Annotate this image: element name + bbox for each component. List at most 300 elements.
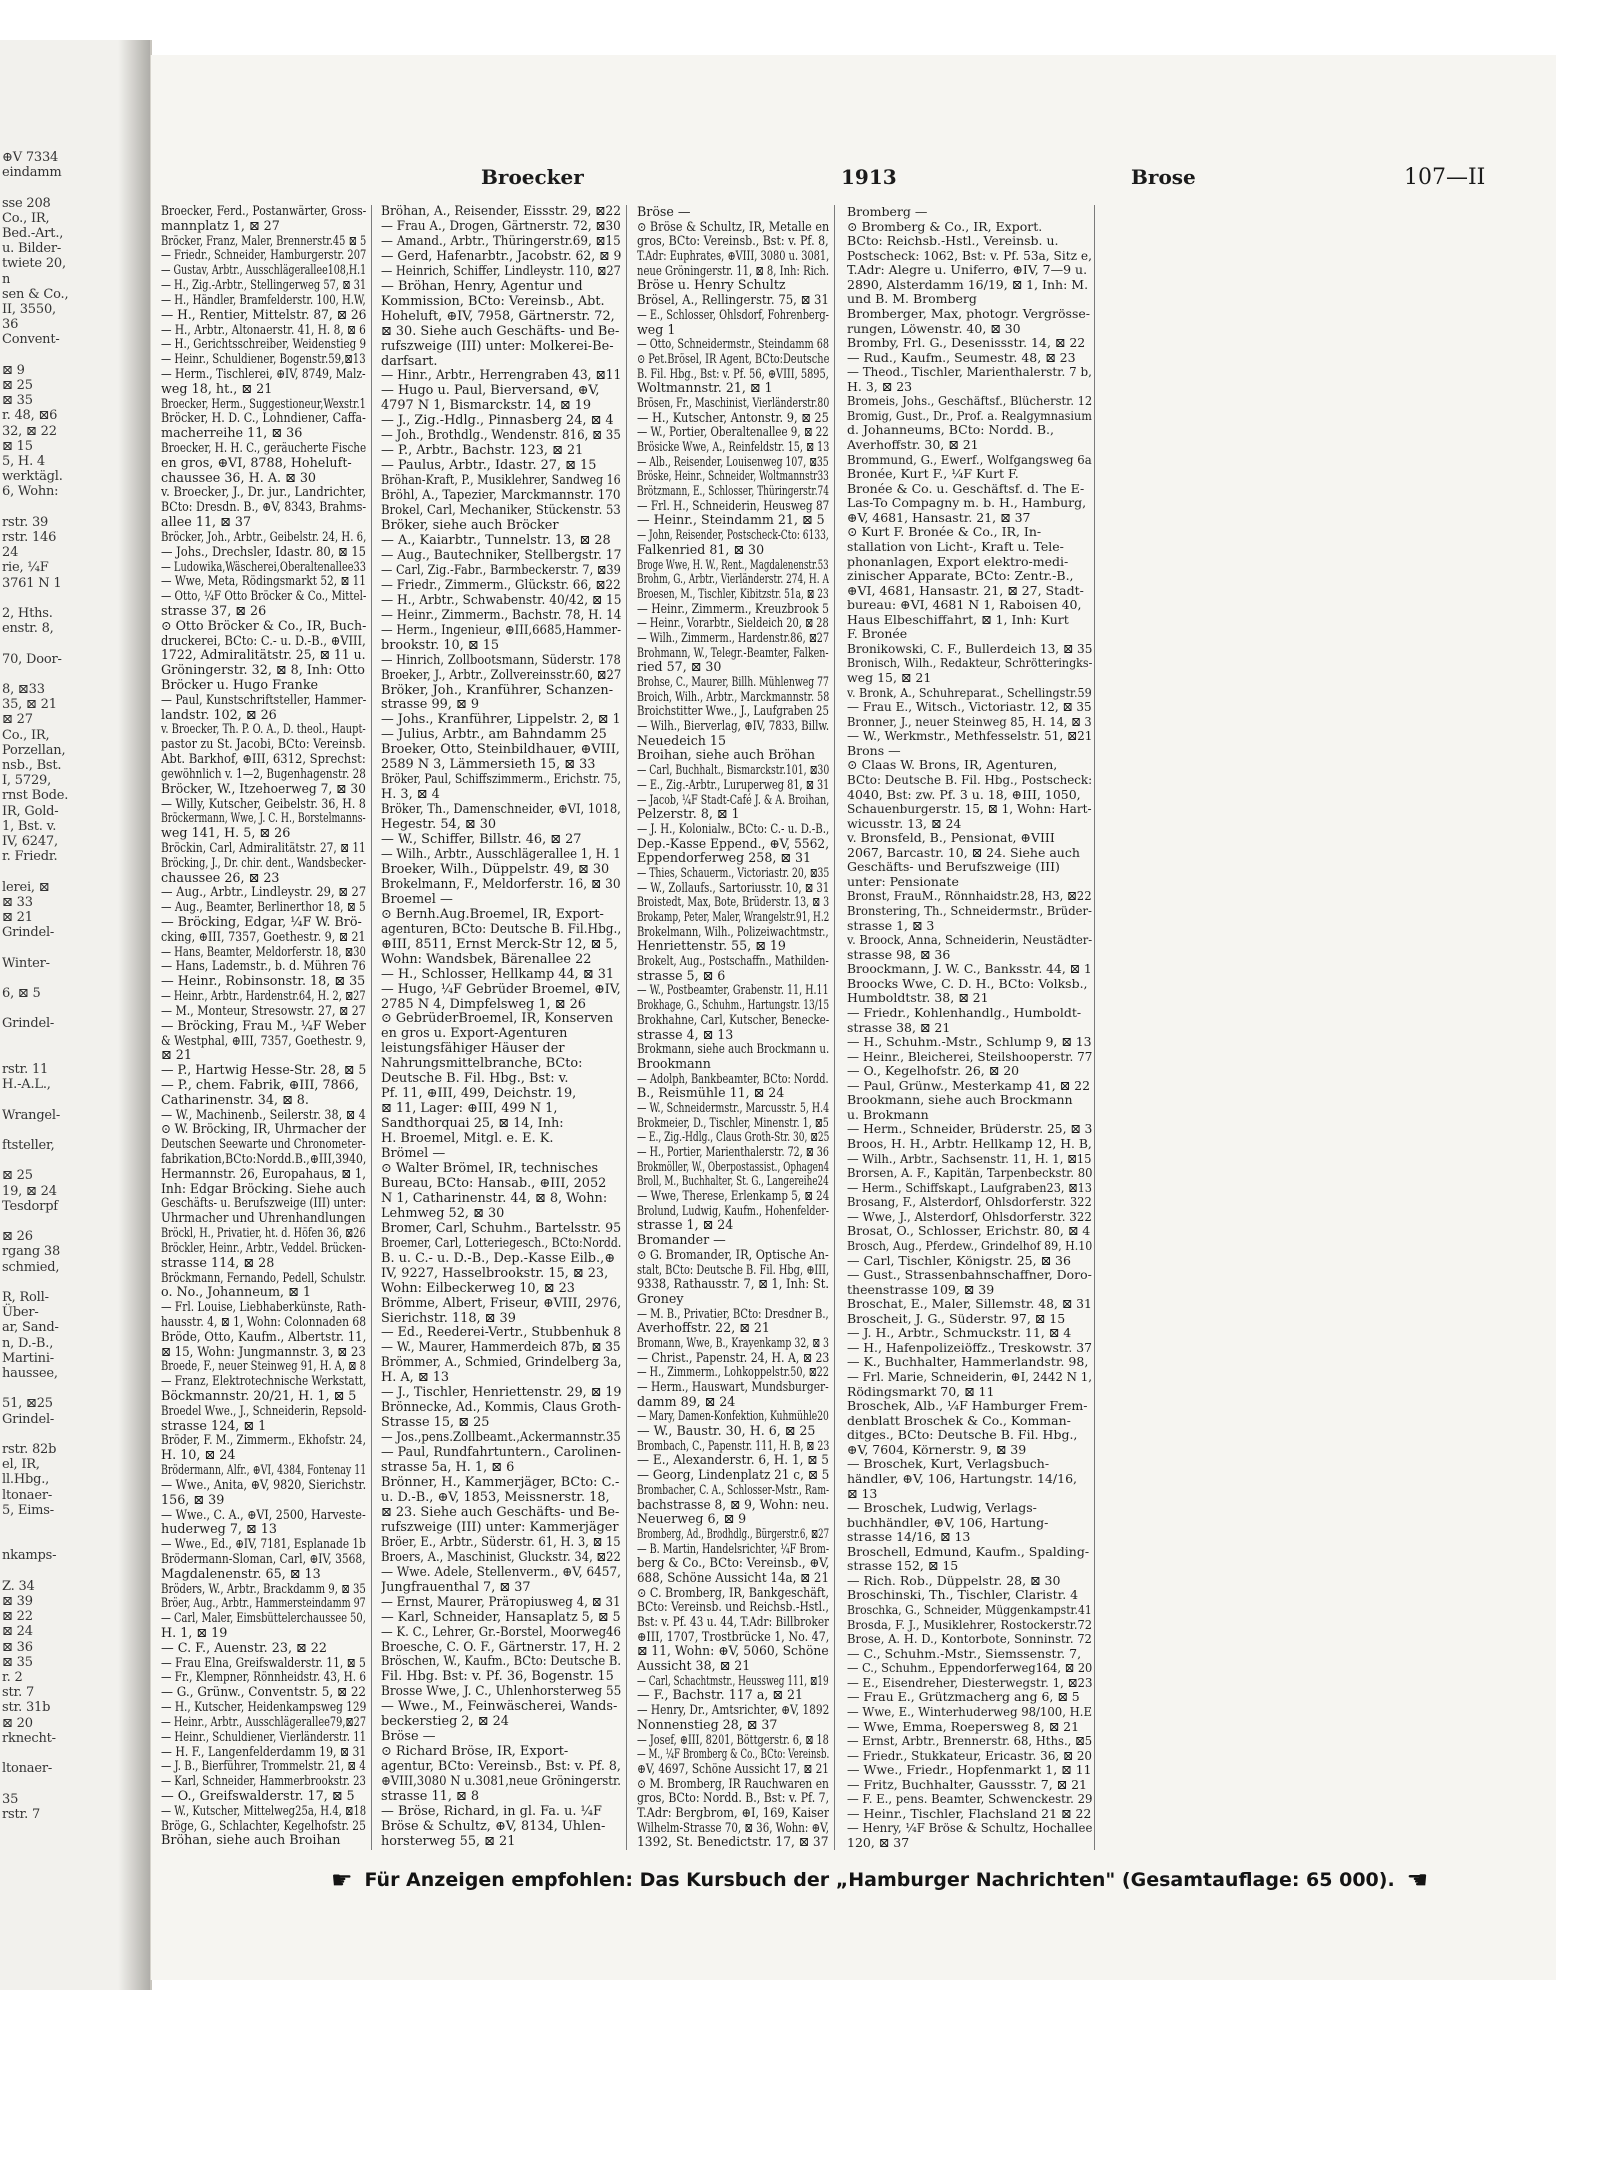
entry-line: — E., Zig.-Hdlg., Claus Groth-Str. 30, ⊠25 — [637, 1129, 829, 1145]
entry-line: Broesen, M., Tischler, Kibitzstr. 51a, ⊠ 23 — [637, 585, 829, 601]
entry-line: Neuerweg 6, ⊠ 9 — [637, 1511, 747, 1527]
entry-line: huderweg 7, ⊠ 13 — [161, 1522, 277, 1538]
entry-line: Bröcking, J., Dr. chir. dent., Wandsbecker- — [161, 855, 366, 871]
entry-line: stalt, BCto: Deutsche B. Fil. Hbg, ⊕III, — [637, 1261, 829, 1277]
entry-line: T.Adr: Euphrates, ⊕VIII, 3080 u. 3081, — [637, 248, 829, 264]
entry-line: Broemer, Carl, Lotteriegesch., BCto:Nordd. — [381, 1235, 621, 1251]
facing-page-text: sen & Co., — [2, 286, 69, 302]
running-header — [151, 165, 1551, 205]
entry-line: Bröker, Joh., Kranführer, Schanzen- — [381, 682, 614, 698]
entry-line: ⊙ Bröse & Schultz, IR, Metalle en — [637, 218, 829, 234]
entry-line: — Wilh., Zimmerm., Hardenstr.86, ⊠27 — [637, 629, 829, 645]
entry-line: fabrikation,BCto:Nordd.B.,⊕III,3940, — [161, 1152, 366, 1167]
entry-line: Hegestr. 54, ⊠ 30 — [381, 817, 497, 833]
entry-line: — Ludowika,Wäscherei,Oberaltenallee33 — [161, 559, 366, 575]
entry-line: — W., Maurer, Hammerdeich 87b, ⊠ 35 — [381, 1340, 621, 1356]
entry-line: 1392, St. Benedictstr. 17, ⊠ 37 — [637, 1834, 829, 1850]
entry-line: — M. B., Privatier, BCto: Dresdner B., — [637, 1305, 829, 1321]
entry-line: — Wwe, Therese, Erlenkamp 5, ⊠ 24 — [637, 1188, 829, 1204]
entry-line: — Ed., Reederei-Vertr., Stubbenhuk 8 — [381, 1325, 621, 1341]
entry-line: N 1, Catharinenstr. 44, ⊠ 8, Wohn: — [381, 1190, 608, 1206]
entry-line: ⊠ 30. Siehe auch Geschäfts- und Be- — [381, 323, 620, 339]
entry-line: — J., Tischler, Henriettenstr. 29, ⊠ 19 — [381, 1385, 621, 1401]
entry-line: Bröcker, Joh., Arbtr., Geibelstr. 24, H. 6, — [161, 529, 366, 545]
entry-line: brookstr. 10, ⊠ 15 — [381, 637, 500, 653]
entry-line: — Christ., Papenstr. 24, H. A, ⊠ 23 — [637, 1349, 829, 1365]
entry-line: ⊠ 21 — [161, 1048, 192, 1064]
entry-line: — K., Buchhalter, Hammerlandstr. 98, — [847, 1354, 1089, 1370]
entry-line: unter: Pensionate — [847, 873, 959, 889]
entry-line: Bröhan, A., Reisender, Eissstr. 29, ⊠22 — [381, 205, 621, 219]
entry-line: — Heinr., Robinsonstr. 18, ⊠ 35 — [161, 974, 366, 990]
entry-line: Brohm, G., Arbtr., Vierländerstr. 274, H. A — [637, 571, 829, 587]
facing-page-text: 6, Wohn: — [2, 484, 59, 500]
facing-page-text: 6, ⊠ 5 — [2, 986, 41, 1001]
entry-line: — Hugo u. Paul, Bierversand, ⊕V, — [381, 383, 600, 399]
facing-page-text: ⊠ 27 — [2, 712, 33, 728]
entry-line: — Julius, Arbtr., am Bahndamm 25 — [381, 727, 607, 743]
entry-line: ⊙ C. Bromberg, IR, Bankgeschäft, — [637, 1584, 829, 1600]
entry-line: Bronst, FrauM., Rönnhaidstr.28, H3, ⊠22 — [847, 888, 1092, 904]
entry-line: — Wwe., Ed., ⊕IV, 7181, Esplanade 1b — [161, 1537, 366, 1553]
entry-line: — Adolph, Bankbeamter, BCto: Nordd. — [637, 1070, 829, 1086]
entry-line: Brokmöller, W., Oberpostassist., Ophagen4 — [637, 1158, 829, 1174]
entry-line: ⊕III, 8511, Ernst Merck-Str 12, ⊠ 5, — [381, 936, 618, 952]
entry-line: 120, ⊠ 37 — [847, 1835, 910, 1850]
facing-page-text: I, 5729, — [2, 773, 52, 789]
entry-line: — Gustav, Arbtr., Ausschlägerallee108,H.1 — [161, 263, 366, 279]
entry-line: Broers, A., Maschinist, Gluckstr. 34, ⊠22 — [381, 1549, 621, 1565]
entry-line: — W., Zollaufs., Sartoriusstr. 10, ⊠ 31 — [637, 879, 829, 895]
facing-page-text: rstr. 146 — [2, 530, 57, 545]
facing-page-text: IV, 6247, — [2, 834, 58, 849]
entry-line: — Otto, ¼F Otto Bröcker & Co., Mittel- — [161, 589, 366, 605]
entry-line: — Wwe, Meta, Rödingsmarkt 52, ⊠ 11 — [161, 574, 366, 590]
entry-line: Broecker, Herm., Suggestioneur,Wexstr.1 — [161, 396, 366, 412]
entry-line: ⊙ Walter Brömel, IR, technisches — [381, 1161, 599, 1176]
entry-line: Broihan, siehe auch Bröhan — [637, 747, 815, 763]
entry-line: Inh: Edgar Bröcking. Siehe auch — [161, 1181, 366, 1197]
entry-line: Bromer, Carl, Schuhm., Bartelsstr. 95 — [381, 1220, 621, 1236]
entry-line: Schauenburgerstr. 15, ⊠ 1, Wohn: Hart- — [847, 801, 1092, 817]
entry-line: Henriettenstr. 55, ⊠ 19 — [637, 938, 786, 954]
entry-line: — J., Zig.-Hdlg., Pinnasberg 24, ⊠ 4 — [381, 413, 614, 429]
facing-page-text: 35, ⊠ 21 — [2, 697, 57, 713]
entry-line: — Hinr., Arbtr., Herrengraben 43, ⊠11 — [381, 368, 621, 384]
entry-line: 2785 N 4, Dimpfelsweg 1, ⊠ 26 — [381, 996, 586, 1012]
entry-line: Fil. Hbg. Bst: v. Pf. 36, Bogenstr. 15 — [381, 1669, 614, 1685]
facing-page-text: rnst Bode. — [2, 788, 69, 804]
facing-page-text: str. 7 — [2, 1685, 35, 1701]
facing-page-text: IR, Gold- — [2, 803, 59, 819]
entry-line: IV, 9227, Hasselbrookstr. 15, ⊠ 23, — [381, 1265, 609, 1281]
entry-line: ⊙ GebrüderBroemel, IR, Konserven — [381, 1011, 614, 1027]
entry-line: Broede, F., neuer Steinweg 91, H. A, ⊠ 8 — [161, 1359, 366, 1375]
entry-line: Brösen, Fr., Maschinist, Vierländerstr.80 — [637, 394, 829, 410]
entry-line: — Henry, Dr., Amtsrichter, ⊕V, 1892 — [637, 1702, 829, 1718]
entry-line: — H., Hafenpolizeiöffz., Treskowstr. 37 — [847, 1339, 1092, 1355]
entry-line: — Paul, Rundfahrtuntern., Carolinen- — [381, 1445, 621, 1461]
entry-line: rufszweige (III) unter: Molkerei-Be- — [381, 338, 614, 354]
entry-line: — Wilh., Arbtr., Sachsenstr. 11, H. 1, ⊠15 — [847, 1150, 1092, 1166]
entry-line: Catharinenstr. 34, ⊠ 8. — [161, 1092, 309, 1108]
entry-line: 2067, Barcastr. 10, ⊠ 24. Siehe auch — [847, 844, 1080, 860]
entry-line: ⊠ 11, Wohn: ⊕V, 5060, Schöne — [637, 1643, 829, 1659]
entry-line: Brookmann — [637, 1055, 711, 1071]
entry-line: gewöhnlich v. 1—2, Bugenhagenstr. 28 — [161, 766, 366, 782]
entry-line: Broeker, Wilh., Düppelstr. 49, ⊠ 30 — [381, 861, 610, 877]
entry-line: Bröker, Paul, Schiffszimmerm., Erichstr. 75, — [381, 772, 621, 788]
header-last-entry: Brose — [1131, 165, 1196, 189]
entry-line: — Amand., Arbtr., Thüringerstr.69, ⊠15 — [381, 233, 621, 249]
entry-line: — W., Schiffer, Billstr. 46, ⊠ 27 — [381, 832, 582, 848]
entry-line: strasse 11, ⊠ 8 — [381, 1789, 480, 1805]
facing-page-text: n — [2, 271, 11, 287]
entry-line: Broesche, C. O. F., Gärtnerstr. 17, H. 2 — [381, 1639, 621, 1655]
entry-line: — Paulus, Arbtr., Idastr. 27, ⊠ 15 — [381, 458, 597, 474]
entry-line: Broichstitter Wwe., J., Laufgraben 25 — [637, 703, 829, 719]
entry-line: BCto: Vereinsb. und Reichsb.-Hstl., — [637, 1599, 829, 1615]
entry-line: 688, Schöne Aussicht 14a, ⊠ 21 — [637, 1569, 829, 1585]
entry-line: Broos, H. H., Arbtr. Hellkamp 12, H. B, — [847, 1136, 1092, 1151]
entry-line: strasse 152, ⊠ 15 — [847, 1558, 959, 1574]
entry-line: — W., Baustr. 30, H. 6, ⊠ 25 — [637, 1423, 816, 1439]
entry-line: Brosse Wwe, J. C., Uhlenhorsterweg 55 — [381, 1684, 621, 1700]
entry-line: ⊙ Bromberg & Co., IR, Export. — [847, 218, 1043, 234]
entry-line: — Johs., Drechsler, Idastr. 80, ⊠ 15 — [161, 544, 366, 560]
entry-line: u. Brokmann — [847, 1106, 929, 1122]
facing-page-text: 2, Hths. — [2, 606, 53, 621]
facing-page-text: rstr. 11 — [2, 1062, 49, 1077]
entry-line: Brombach, C., Papenstr. 111, H. B, ⊠ 23 — [637, 1437, 829, 1453]
entry-line: H. A, ⊠ 13 — [381, 1370, 450, 1386]
column-rule — [1094, 205, 1095, 1850]
entry-line: — Heinr., Zimmerm., Kreuzbrook 5 — [637, 600, 829, 616]
entry-line: Bröschen, W., Kaufm., BCto: Deutsche B. — [381, 1654, 621, 1670]
facing-page-text: ftsteller, — [2, 1138, 55, 1153]
entry-line: Gröningerstr. 32, ⊠ 8, Inh: Otto — [161, 663, 365, 679]
entry-line: Brommund, G., Ewerf., Wolfgangsweg 6a — [847, 451, 1092, 467]
entry-line: Brokelmann, F., Meldorferstr. 16, ⊠ 30 — [381, 876, 621, 892]
entry-line: chaussee 36, H. A. ⊠ 30 — [161, 470, 317, 486]
entry-line: Bröse & Schultz, ⊕V, 8134, Uhlen- — [381, 1818, 606, 1834]
entry-line: Pelzerstr. 8, ⊠ 1 — [637, 806, 740, 822]
entry-line: — Hugo, ¼F Gebrüder Broemel, ⊕IV, — [381, 981, 621, 997]
entry-line: — Wilh., Arbtr., Ausschlägerallee 1, H. 1 — [381, 846, 621, 862]
entry-line: Eppendorferweg 258, ⊠ 31 — [637, 850, 812, 866]
entry-line: ⊙ M. Bromberg, IR Rauchwaren en — [637, 1775, 829, 1791]
entry-line: Averhoffstr. 30, ⊠ 21 — [847, 437, 979, 452]
entry-line: — Heinrich, Schiffer, Lindleystr. 110, ⊠27 — [381, 263, 621, 279]
entry-line: — Heinr., Arbtr., Hardenstr.64, H. 2, ⊠27 — [161, 989, 366, 1005]
entry-line: Bröders, W., Arbtr., Brackdamm 9, ⊠ 35 — [161, 1581, 366, 1597]
facing-page-text: ⊠ 26 — [2, 1229, 33, 1245]
entry-line: — Carl, Zig.-Fabr., Barmbeckerstr. 7, ⊠39 — [381, 562, 621, 578]
entry-line: — Heinr., Schuldiener, Bogenstr.59,⊠13 — [161, 352, 366, 368]
entry-line: bureau: ⊕VI, 4681 N 1, Raboisen 40, — [847, 597, 1082, 613]
advertisement-footer — [331, 1865, 1429, 1895]
entry-line: Bröckermann, Wwe, J. C. H., Borstelmanns- — [161, 811, 366, 827]
facing-page-text: ⊠ 21 — [2, 910, 33, 925]
facing-page-text: rie, ¼F — [2, 560, 49, 576]
entry-line: Bronner, J., neuer Steinweg 85, H. 14, ⊠ 3 — [847, 713, 1092, 729]
entry-line: Bronstering, Th., Schneidermstr., Brüder- — [847, 903, 1092, 918]
entry-line: — Theod., Tischler, Marienthalerstr. 7 b, — [847, 364, 1092, 380]
entry-line: — Aug., Beamter, Berlinerthor 18, ⊠ 5 — [161, 900, 366, 916]
entry-line: — W., Machinenb., Seilerstr. 38, ⊠ 4 — [161, 1107, 366, 1123]
entry-line: hausstr. 4, ⊠ 1, Wohn: Colonnaden 68 — [161, 1314, 366, 1330]
entry-line: ⊙ G. Bromander, IR, Optische An- — [637, 1246, 829, 1262]
entry-line: BCto: Deutsche B. Fil. Hbg., Postscheck: — [847, 771, 1092, 787]
entry-line: wicusstr. 13, ⊠ 24 — [847, 815, 962, 831]
entry-line: Brömmer, A., Schmied, Grindelberg 3a, — [381, 1355, 621, 1371]
entry-line: Haus Elbeschiffahrt, ⊠ 1, Inh: Kurt — [847, 611, 1069, 627]
entry-line: — B. Martin, Handelsrichter, ¼F Brom- — [637, 1540, 829, 1556]
entry-line: — E., Alexanderstr. 6, H. 1, ⊠ 5 — [637, 1452, 829, 1468]
entry-line: Broockmann, J. W. C., Banksstr. 44, ⊠ 1 — [847, 961, 1092, 977]
facing-page-text: eindamm — [2, 165, 62, 181]
entry-line: — Hans, Lademstr., b. d. Mühren 76 — [161, 959, 366, 975]
entry-line: — K. C., Lehrer, Gr.-Borstel, Moorweg46 — [381, 1624, 621, 1640]
facing-page-text: rstr. 7 — [2, 1806, 41, 1822]
entry-line: Broschell, Edmund, Kaufm., Spalding- — [847, 1543, 1090, 1559]
entry-line: en gros u. Export-Agenturen — [381, 1026, 568, 1042]
entry-line: phonanlagen, Export elektro-medi- — [847, 553, 1069, 569]
entry-line: ⊕VIII,3080 N u.3081,neue Gröningerstr. — [381, 1774, 621, 1790]
entry-line: Bröde, Otto, Kaufm., Albertstr. 11, — [161, 1329, 366, 1345]
facing-page-text: Co., IR, — [2, 727, 50, 743]
entry-line: Bronikowski, C. F., Bullerdeich 13, ⊠ 35 — [847, 640, 1092, 656]
facing-page-text: nsb., Bst. — [2, 758, 62, 773]
entry-line: — W., Postbeamter, Grabenstr. 11, H.11 — [637, 982, 829, 998]
entry-line: Brokhahne, Carl, Kutscher, Benecke- — [637, 1011, 829, 1027]
entry-line: strasse 98, ⊠ 36 — [847, 946, 951, 962]
entry-line: — J. B., Bierführer, Trommelstr. 21, ⊠ 4 — [161, 1759, 366, 1775]
entry-line: Deutschen Seewarte und Chronometer- — [161, 1137, 366, 1153]
header-year: 1913 — [841, 165, 897, 189]
entry-line: rufszweige (III) unter: Kammerjäger — [381, 1519, 619, 1535]
entry-line: Brose, A. H. D., Kontorbote, Sonninstr. 72 — [847, 1631, 1092, 1647]
entry-line: Bröhan, siehe auch Broihan — [161, 1833, 341, 1849]
entry-line: Broemel — — [381, 891, 453, 907]
entry-line: — H., Arbtr., Schwabenstr. 40/42, ⊠ 15 — [381, 592, 621, 608]
entry-line: Brons — — [847, 742, 901, 758]
entry-line: — Carl, Schachtmstr., Heussweg 111, ⊠19 — [637, 1672, 829, 1688]
entry-line: — Friedr., Stukkateur, Ericastr. 36, ⊠ 20 — [847, 1747, 1092, 1763]
entry-line: berg & Co., BCto: Vereinsb., ⊕V, — [637, 1555, 829, 1571]
entry-line: ⊙ Kurt F. Bronée & Co., IR, In- — [847, 524, 1042, 540]
facing-page-text: 19, ⊠ 24 — [2, 1183, 57, 1199]
facing-page-text: ⊠ 33 — [2, 894, 33, 910]
entry-line: ⊙ Claas W. Brons, IR, Agenturen, — [847, 757, 1058, 773]
entry-line: BCto: Reichsb.-Hstl., Vereinsb. u. — [847, 233, 1059, 249]
facing-page-text: 51, ⊠25 — [2, 1396, 53, 1412]
entry-line: — Wwe., C. A., ⊕VI, 2500, Harveste- — [161, 1507, 366, 1523]
entry-line: Bromby, Frl. G., Desenissstr. 14, ⊠ 22 — [847, 335, 1086, 351]
entry-line: Hoheluft, ⊕IV, 7958, Gärtnerstr. 72, — [381, 308, 615, 324]
entry-line: horsterweg 55, ⊠ 21 — [381, 1833, 516, 1849]
entry-line: — Hinrich, Zollbootsmann, Süderstr. 178 — [381, 652, 621, 668]
entry-line: Jungfrauenthal 7, ⊠ 37 — [381, 1579, 531, 1595]
entry-line: BCto: Dresdn. B., ⊕V, 8343, Brahms- — [161, 500, 366, 516]
entry-line: — Herm., Tischlerei, ⊕IV, 8749, Malz- — [161, 366, 366, 382]
entry-line: beckerstieg 2, ⊠ 24 — [381, 1714, 509, 1730]
entry-line: Bröcker u. Hugo Franke — [161, 678, 319, 693]
entry-line: Bröcker, Franz, Maler, Brennerstr.45 ⊠ 5 — [161, 233, 366, 249]
entry-line: — Paul, Kunstschriftsteller, Hammer- — [161, 692, 366, 708]
entry-line: Brosch, Aug., Pferdew., Grindelhof 89, H.10 — [847, 1237, 1092, 1253]
entry-line: Lehmweg 52, ⊠ 30 — [381, 1205, 505, 1221]
entry-line: Brokel, Carl, Mechaniker, Stückenstr. 53 — [381, 503, 621, 519]
facing-page-text: lerei, ⊠ — [2, 879, 50, 895]
facing-page-text: Grindel- — [2, 1411, 55, 1427]
entry-line: 4040, Bst: zw. Pf. 3 u. 18, ⊕III, 1050, — [847, 786, 1081, 802]
entry-line: ⊕V, 4681, Hansastr. 21, ⊠ 37 — [847, 509, 1031, 525]
entry-line: Broge Wwe, H. W., Rent., Magdalenenstr.53 — [637, 556, 829, 572]
entry-line: 2890, Alsterdamm 16/19, ⊠ 1, Inh: M. — [847, 276, 1089, 292]
entry-line: Uhrmacher und Uhrenhandlungen — [161, 1211, 366, 1227]
entry-line: Brokelt, Aug., Postschaffn., Mathilden- — [637, 953, 829, 969]
entry-line: — Wwe, J., Alsterdorf, Ohlsdorferstr. 322 — [847, 1208, 1092, 1224]
entry-line: Bröse — — [637, 205, 691, 219]
entry-line: — H., Gerichtsschreiber, Weidenstieg 9 — [161, 337, 366, 353]
entry-line: chaussee 26, ⊠ 23 — [161, 870, 280, 886]
facing-page-text: r. 2 — [2, 1670, 23, 1685]
entry-line: — O., Kegelhofstr. 26, ⊠ 20 — [847, 1063, 1020, 1079]
entry-line: H. 1, ⊠ 19 — [161, 1626, 228, 1641]
entry-line: Broeker, Otto, Steinbildhauer, ⊕VIII, — [381, 742, 620, 758]
facing-page-text: rknecht- — [2, 1730, 56, 1746]
entry-line: Bröckl, H., Privatier, ht. d. Höfen 36, ⊠26 — [161, 1226, 366, 1242]
entry-line: Broschek, Alb., ¼F Hamburger Frem- — [847, 1398, 1088, 1414]
entry-line: — H., Händler, Bramfelderstr. 100, H.W, — [161, 292, 366, 308]
entry-line: Bröckler, Heinr., Arbtr., Veddel. Brücken- — [161, 1240, 366, 1256]
entry-line: Geschäfts- u. Berufszweige (III) unter: — [161, 1196, 366, 1212]
facing-page-text: nkamps- — [2, 1548, 57, 1564]
entry-line: Bröer, Aug., Arbtr., Hammersteindamm 97 — [161, 1596, 366, 1612]
facing-page-text: Martini- — [2, 1350, 54, 1366]
entry-line: — W., Portier, Oberaltenallee 9, ⊠ 22 — [637, 424, 829, 440]
entry-line: — Wwe, E., Winterhuderweg 98/100, H.E — [847, 1703, 1092, 1719]
entry-line: strasse 1, ⊠ 3 — [847, 917, 935, 933]
entry-line: — Broschek, Ludwig, Verlags- — [847, 1500, 1037, 1516]
entry-line: — Herm., Ingenieur, ⊕III,6685,Hammer- — [381, 622, 621, 638]
entry-line: — Frau E., Witsch., Victoriastr. 12, ⊠ 35 — [847, 699, 1092, 715]
facing-page-text: str. 31b — [2, 1700, 51, 1716]
entry-line: — Frl. Louise, Liebhaberkünste, Rath- — [161, 1300, 366, 1316]
entry-line: — Paul, Grünw., Mesterkamp 41, ⊠ 22 — [847, 1077, 1091, 1093]
entry-line: — Rud., Kaufm., Seumestr. 48, ⊠ 23 — [847, 349, 1076, 365]
facing-page-text: ⊠ 35 — [2, 1654, 33, 1670]
entry-line: Brosat, O., Schlosser, Erichstr. 80, ⊠ 4 — [847, 1223, 1091, 1239]
facing-page-text: 8, ⊠33 — [2, 682, 45, 697]
entry-line: — Wwe, Emma, Roepersweg 8, ⊠ 21 — [847, 1718, 1080, 1734]
entry-line: Brösicke Wwe, A., Reinfeldstr. 15, ⊠ 13 — [637, 439, 829, 454]
facing-page-text: ll.Hbg., — [2, 1472, 50, 1488]
entry-line: ⊕V, 7604, Körnerstr. 9, ⊠ 39 — [847, 1441, 1027, 1457]
entry-line: — F., Bachstr. 117 a, ⊠ 21 — [637, 1687, 804, 1703]
entry-line: — Gust., Strassenbahnschaffner, Doro- — [847, 1267, 1092, 1283]
entry-line: buchhändler, ⊕V, 106, Hartung- — [847, 1514, 1049, 1530]
entry-line: T.Adr: Alegre u. Uniferro, ⊕IV, 7—9 u. — [847, 262, 1088, 278]
entry-line: Brokamp, Peter, Maler, Wrangelstr.91, H.2 — [637, 909, 829, 924]
entry-line: — Alb., Reisender, Louisenweg 107, ⊠35 — [637, 453, 829, 469]
entry-line: Wohn: Wandsbek, Bärenallee 22 — [381, 951, 592, 967]
entry-line: denblatt Broschek & Co., Komman- — [847, 1412, 1071, 1428]
entry-line: — Friedr., Schneider, Hamburgerstr. 207 — [161, 248, 366, 264]
entry-line: Broich, Wilh., Arbtr., Marckmannstr. 58 — [637, 688, 829, 704]
entry-line: — Jos.,pens.Zollbeamt.,Ackermannstr.35 — [381, 1430, 621, 1446]
entry-line: Bröker, siehe auch Bröcker — [381, 518, 559, 534]
entry-line: — Johs., Kranführer, Lippelstr. 2, ⊠ 1 — [381, 712, 621, 728]
entry-line: — Frl. H., Schneiderin, Heusweg 87 — [637, 497, 829, 513]
entry-line: gros, BCto: Nordd. B., Bst: v. Pf. 7, — [637, 1790, 829, 1806]
facing-page-text: n, D.-B., — [2, 1335, 54, 1351]
entry-line: — W., Kutscher, Mittelweg25a, H.4, ⊠18 — [161, 1803, 366, 1819]
entry-line: theenstrasse 109, ⊠ 39 — [847, 1281, 995, 1297]
entry-line: — John, Reisender, Postscheck-Cto: 6133, — [637, 527, 829, 543]
entry-line: händler, ⊕V, 106, Hartungstr. 14/16, — [847, 1470, 1078, 1486]
entry-line: Bronée & Co. u. Geschäftsf. d. The E- — [847, 480, 1085, 496]
entry-line: ⊙ Pet.Brösel, IR Agent, BCto:Deutsche — [637, 350, 829, 366]
entry-line: Bromig, Gust., Dr., Prof. a. Realgymnasium — [847, 407, 1092, 423]
entry-line: — E., Eisendreher, Diesterwegstr. 1, ⊠23 — [847, 1674, 1092, 1690]
entry-line: — Willy, Kutscher, Geibelstr. 36, H. 8 — [161, 796, 366, 812]
entry-line: Brödermann-Sloman, Carl, ⊕IV, 3568, — [161, 1551, 366, 1567]
entry-line: Aussicht 38, ⊠ 21 — [637, 1658, 751, 1674]
entry-line: neue Gröningerstr. 11, ⊠ 8, Inh: Rich. — [637, 262, 829, 278]
entry-line: — Heinr., Steindamm 21, ⊠ 5 — [637, 512, 825, 528]
facing-page-text: ar, Sand- — [2, 1320, 59, 1336]
entry-line: — Wwe., Friedr., Hopfenmarkt 1, ⊠ 11 — [847, 1762, 1092, 1778]
facing-page-text: schmied, — [2, 1259, 60, 1275]
entry-line: Broecker, H. H. C., geräucherte Fische — [161, 441, 366, 456]
entry-line: Humboldtstr. 38, ⊠ 21 — [847, 990, 989, 1006]
entry-line: strasse 1, ⊠ 24 — [637, 1217, 734, 1233]
facing-page-text: r. Friedr. — [2, 849, 58, 865]
entry-line: — Jacob, ¼F Stadt-Café J. & A. Broihan, — [637, 791, 829, 807]
entry-line: ⊠ 23. Siehe auch Geschäfts- und Be- — [381, 1504, 620, 1520]
entry-line: — H., Arbtr., Altonaerstr. 41, H. 8, ⊠ 6 — [161, 322, 366, 338]
entry-line: — Gerd, Hafenarbtr., Jacobstr. 62, ⊠ 9 — [381, 248, 621, 264]
entry-line: Bröse u. Henry Schultz — [637, 277, 786, 293]
entry-line: — H., Kutscher, Antonstr. 9, ⊠ 25 — [637, 409, 829, 425]
entry-line: — H., Schuhm.-Mstr., Schlump 9, ⊠ 13 — [847, 1034, 1092, 1050]
entry-line: — Wwe., Anita, ⊕V, 9820, Sierichstr. — [161, 1477, 366, 1493]
entry-line: — Joh., Brothdlg., Wendenstr. 816, ⊠ 35 — [381, 428, 621, 444]
entry-line: — P., Arbtr., Bachstr. 123, ⊠ 21 — [381, 443, 584, 459]
entry-line: — Karl, Schneider, Hansaplatz 5, ⊠ 5 — [381, 1609, 621, 1625]
entry-line: Wilhelm-Strasse 70, ⊠ 36, Wohn: ⊕V, — [637, 1819, 829, 1835]
entry-line: — Ernst, Maurer, Präторiusweg 4, ⊠ 31 — [381, 1594, 621, 1610]
facing-page-text: H.-A.L., — [2, 1077, 51, 1093]
facing-page-text: rstr. 82b — [2, 1442, 57, 1457]
entry-line: weg 141, H. 5, ⊠ 26 — [161, 826, 291, 842]
entry-line: Rödingsmarkt 70, ⊠ 11 — [847, 1383, 995, 1399]
entry-line: Brödermann, Alfr., ⊕VI, 4384, Fontenay 11 — [161, 1463, 366, 1479]
entry-line: — Fr., Klempner, Rönnheidstr. 43, H. 6 — [161, 1670, 366, 1686]
entry-line: — Carl, Maler, Eimsbüttelerchaussee 50, — [161, 1611, 366, 1627]
entry-line: agenturen, BCto: Deutsche B. Fil.Hbg., — [381, 921, 621, 937]
entry-line: Brokhage, G., Schuhm., Hartungstr. 13/15 — [637, 997, 829, 1013]
entry-line: Böckmannstr. 20/21, H. 1, ⊠ 5 — [161, 1389, 357, 1404]
facing-page-text: 3761 N 1 — [2, 575, 62, 591]
facing-page-text: twiete 20, — [2, 256, 66, 272]
entry-line: — P., chem. Fabrik, ⊕III, 7866, — [161, 1077, 359, 1093]
entry-line: strasse 99, ⊠ 9 — [381, 697, 480, 713]
facing-page-text: werktägl. — [2, 469, 63, 485]
entry-line: Brookmann, siehe auch Brockmann — [847, 1092, 1073, 1108]
